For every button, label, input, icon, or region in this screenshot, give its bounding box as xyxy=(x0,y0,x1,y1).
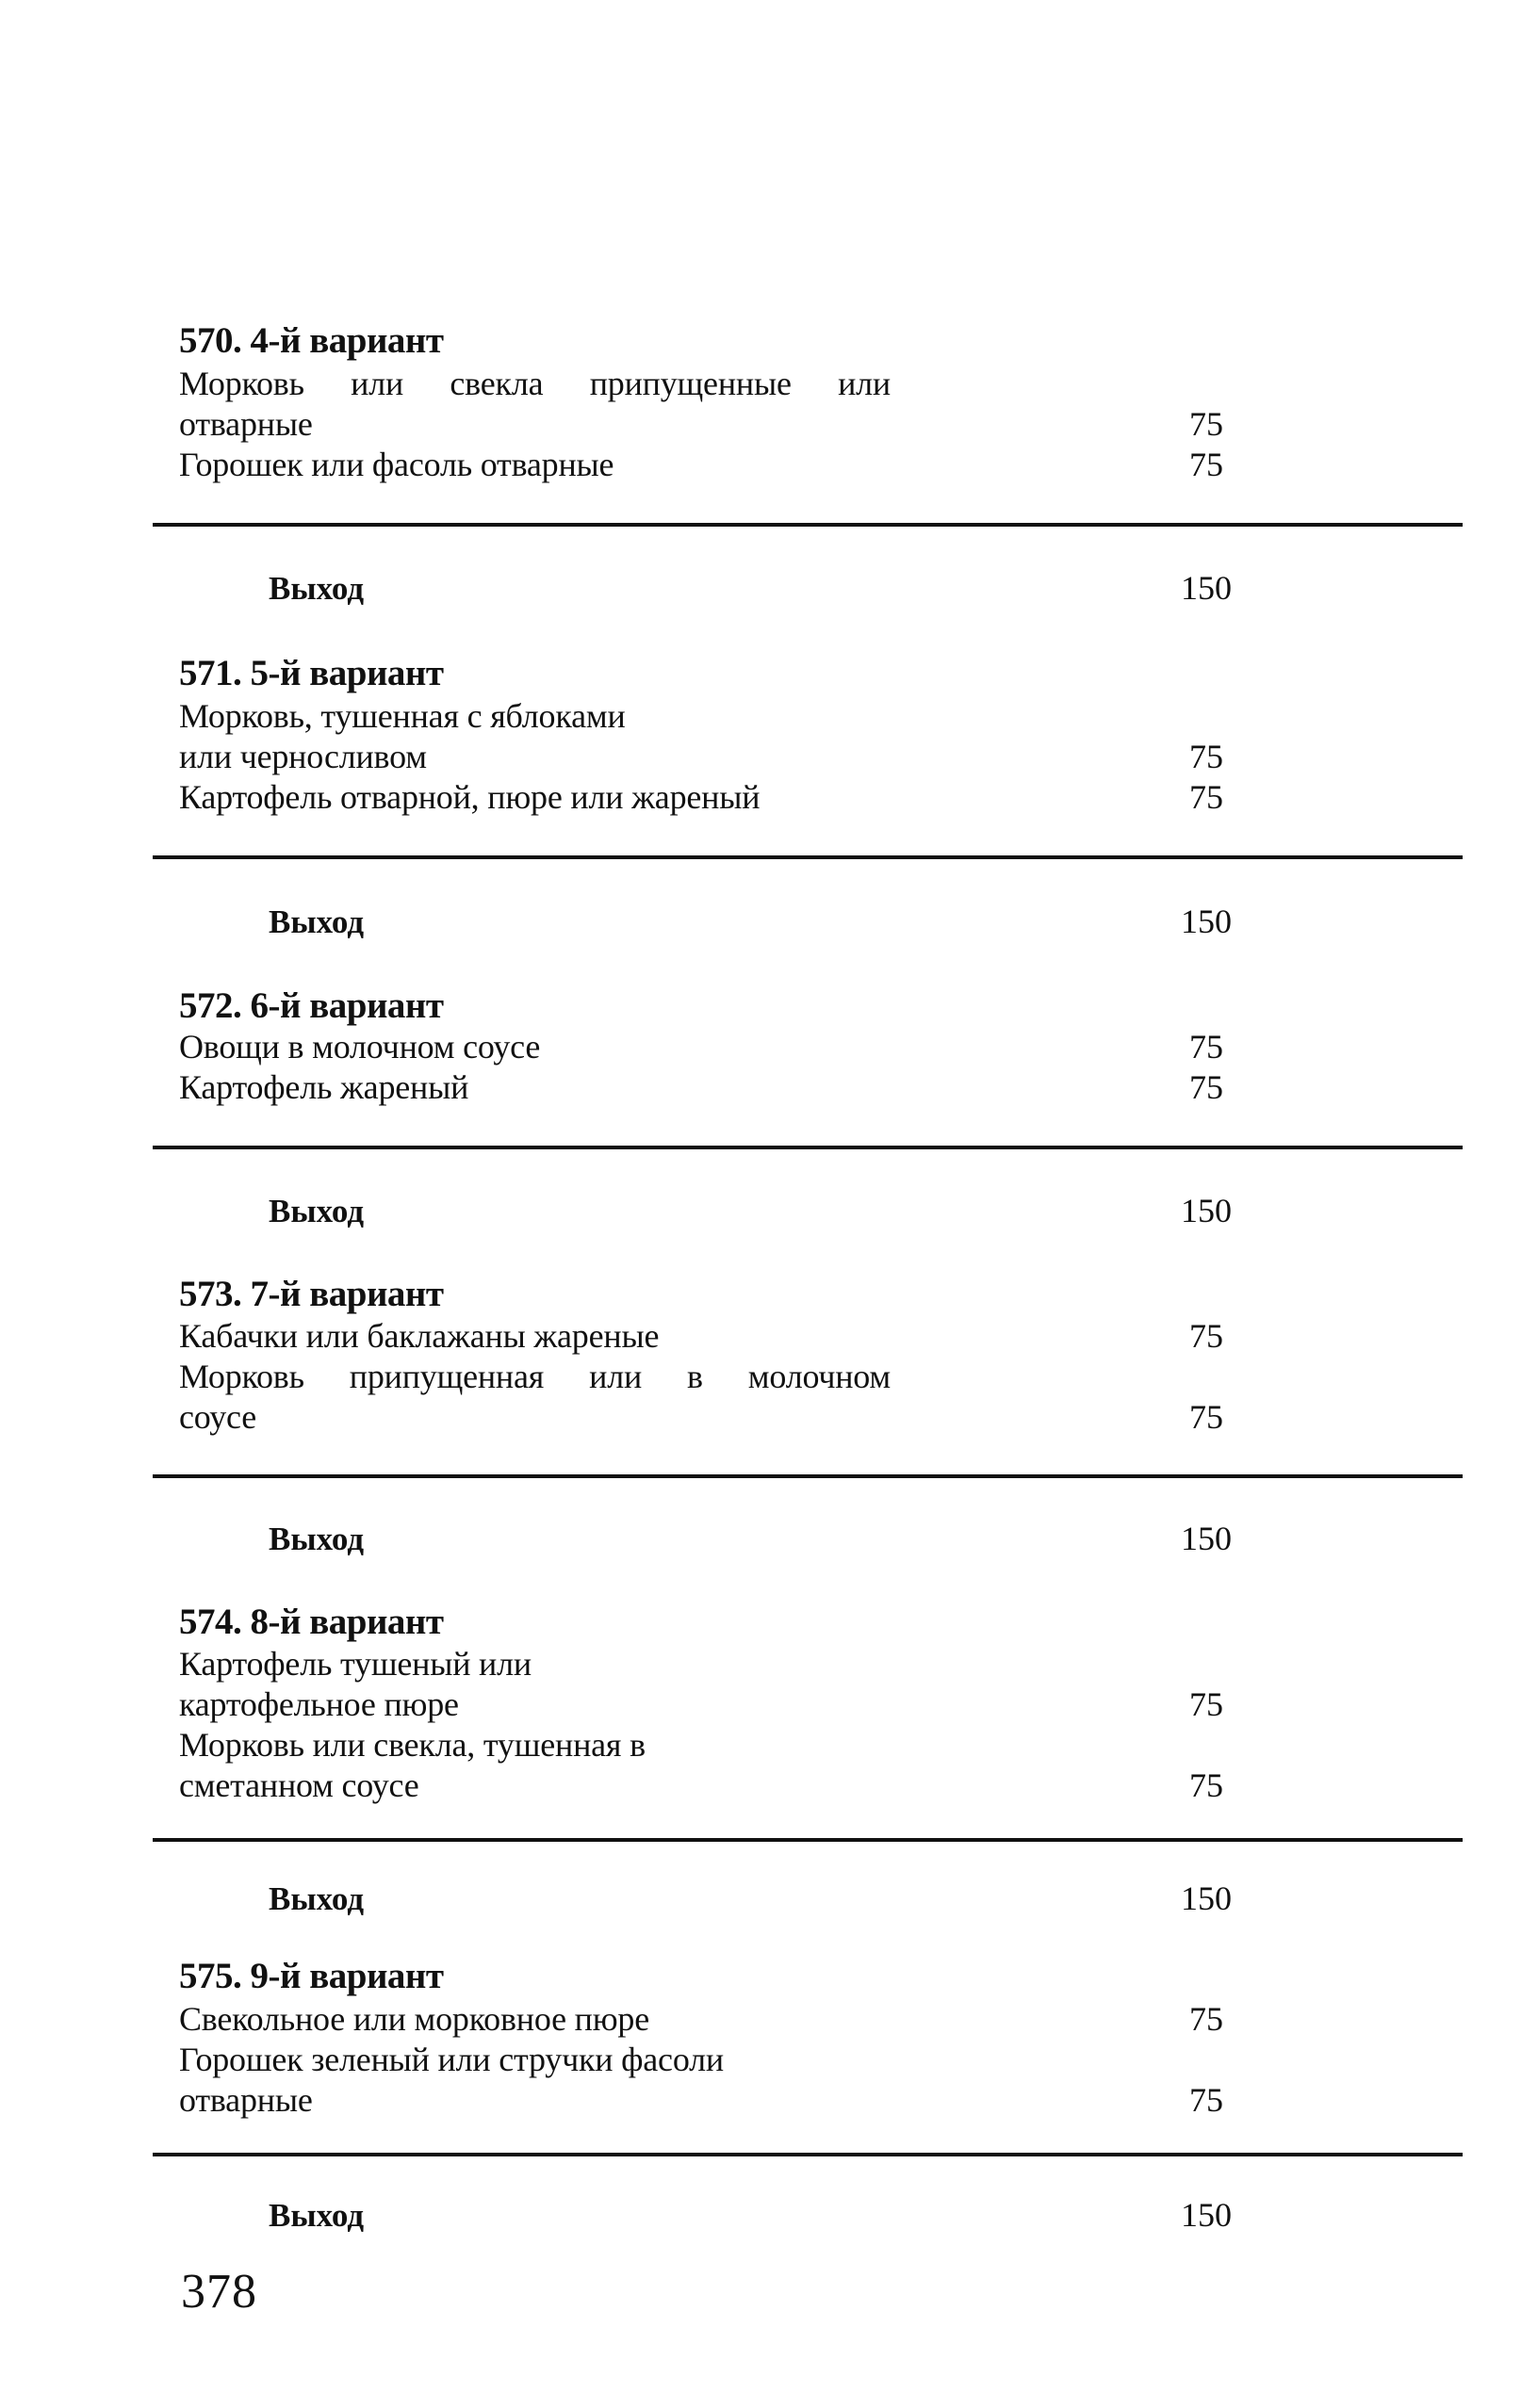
yield-value: 150 xyxy=(1181,903,1232,940)
ingredient-quantity: 75 xyxy=(1189,1028,1223,1066)
ingredient-text xyxy=(179,1644,891,1725)
ingredient-line: Горошек зеленый или стручки фасоли xyxy=(179,2041,724,2078)
yield-label: Выход xyxy=(269,1521,365,1557)
recipe-title: 570. 4-й вариант xyxy=(179,320,444,361)
ingredient-line: Морковь припущенная или в молочном xyxy=(179,1358,891,1395)
ingredient-line: Горошек или фасоль отварные xyxy=(179,446,614,483)
ingredient-quantity: 75 xyxy=(1189,446,1223,483)
ingredient-line: Картофель тушеный или xyxy=(179,1645,532,1683)
yield-value: 150 xyxy=(1181,569,1232,607)
ingredient-quantity: 75 xyxy=(1189,1766,1223,1804)
yield-value: 150 xyxy=(1181,1192,1232,1229)
total-rule xyxy=(153,523,1463,527)
total-rule xyxy=(153,855,1463,859)
ingredient-quantity: 75 xyxy=(1189,1685,1223,1723)
ingredient-text xyxy=(179,1999,891,2040)
yield-label: Выход xyxy=(269,1193,365,1229)
ingredient-quantity: 75 xyxy=(1189,2081,1223,2119)
ingredient-quantity: 75 xyxy=(1189,2000,1223,2038)
ingredient-line: Морковь, тушенная с яблоками xyxy=(179,697,626,735)
yield-label: Выход xyxy=(269,2197,365,2234)
recipe-title: 571. 5-й вариант xyxy=(179,653,444,693)
ingredient-line: Морковь или свекла, тушенная в xyxy=(179,1726,646,1764)
ingredient-quantity: 75 xyxy=(1189,738,1223,775)
ingredient-text xyxy=(179,2040,891,2121)
ingredient-line: или черносливом xyxy=(179,738,427,775)
ingredient-line: Свекольное или морковное пюре xyxy=(179,2000,649,2038)
ingredient-line: Картофель жареный xyxy=(179,1068,469,1106)
ingredient-line: отварные xyxy=(179,2081,313,2119)
ingredient-quantity: 75 xyxy=(1189,1068,1223,1106)
ingredient-text xyxy=(179,445,891,485)
ingredient-text xyxy=(179,1027,891,1067)
recipe-title: 572. 6-й вариант xyxy=(179,985,444,1026)
ingredient-line: сметанном соусе xyxy=(179,1766,419,1804)
ingredient-line: Овощи в молочном соусе xyxy=(179,1028,541,1066)
total-rule xyxy=(153,1146,1463,1149)
ingredient-quantity: 75 xyxy=(1189,1317,1223,1355)
ingredient-quantity: 75 xyxy=(1189,778,1223,816)
ingredient-line: Картофель отварной, пюре или жареный xyxy=(179,778,761,816)
ingredient-text xyxy=(179,696,891,777)
recipe-title: 574. 8-й вариант xyxy=(179,1602,444,1642)
page-number: 378 xyxy=(181,2265,257,2319)
yield-label: Выход xyxy=(269,1880,365,1917)
recipe-title: 575. 9-й вариант xyxy=(179,1956,444,1996)
ingredient-line: Кабачки или баклажаны жареные xyxy=(179,1317,660,1355)
ingredient-text xyxy=(179,1725,891,1806)
ingredient-quantity: 75 xyxy=(1189,1398,1223,1436)
ingredient-text xyxy=(179,1067,891,1108)
ingredient-text xyxy=(179,777,891,818)
ingredient-line: соусе xyxy=(179,1398,257,1436)
ingredient-line: картофельное пюре xyxy=(179,1685,459,1723)
ingredient-text xyxy=(179,364,891,445)
yield-value: 150 xyxy=(1181,1520,1232,1557)
ingredient-line: отварные xyxy=(179,405,313,443)
ingredient-text xyxy=(179,1357,891,1438)
recipe-title: 573. 7-й вариант xyxy=(179,1274,444,1314)
total-rule xyxy=(153,1474,1463,1478)
total-rule xyxy=(153,2153,1463,2156)
ingredient-quantity: 75 xyxy=(1189,405,1223,443)
ingredient-text xyxy=(179,1316,891,1357)
yield-label: Выход xyxy=(269,903,365,940)
yield-label: Выход xyxy=(269,570,365,607)
yield-value: 150 xyxy=(1181,2196,1232,2234)
ingredient-line: Морковь или свекла припущенные или xyxy=(179,365,891,402)
total-rule xyxy=(153,1838,1463,1842)
yield-value: 150 xyxy=(1181,1879,1232,1917)
